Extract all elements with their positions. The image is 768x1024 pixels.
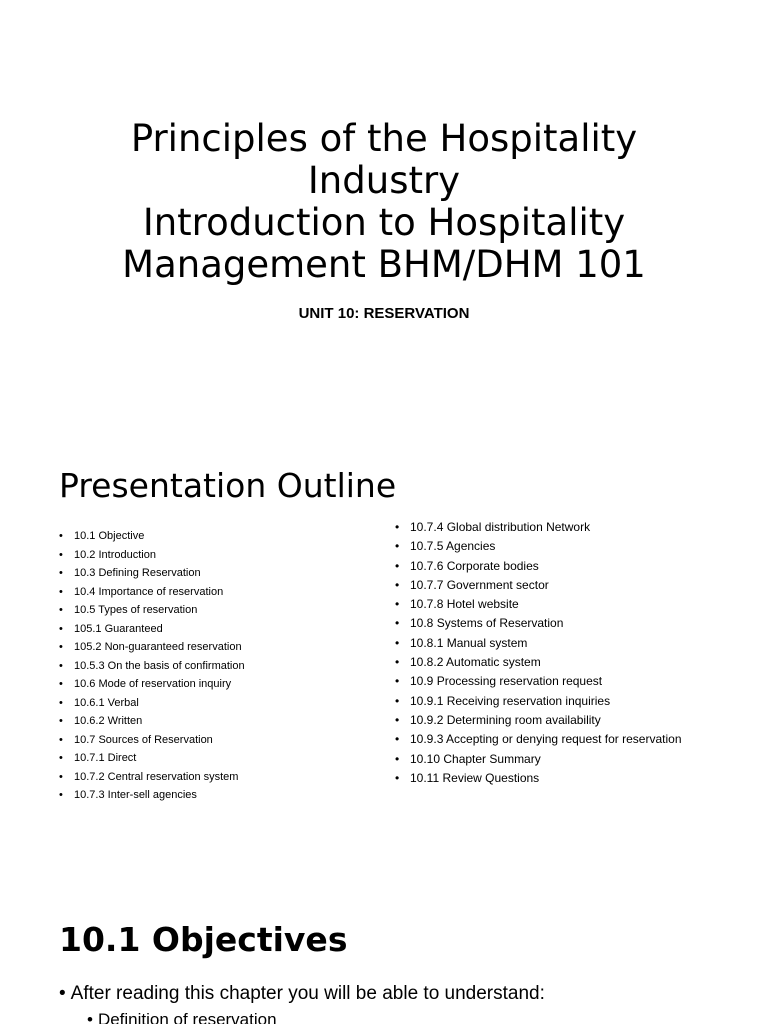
outline-item: • 10.9.1 Receiving reservation inquiries	[410, 692, 682, 711]
outline-item: • 10.8 Systems of Reservation	[410, 614, 682, 633]
outline-left-column	[74, 527, 245, 805]
outline-item: • 10.10 Chapter Summary	[410, 750, 682, 769]
outline-item: • 10.7 Sources of Reservation	[74, 731, 245, 750]
outline-slide	[0, 440, 768, 880]
outline-item: • 10.8.1 Manual system	[410, 634, 682, 653]
title-line: Management BHM/DHM 101	[122, 243, 646, 286]
outline-item: • 10.7.8 Hotel website	[410, 595, 682, 614]
slide-subtitle: UNIT 10: RESERVATION	[298, 305, 470, 322]
outline-item: • 10.4 Importance of reservation	[74, 583, 245, 602]
title-line: Introduction to Hospitality	[142, 201, 626, 244]
title-slide	[0, 0, 768, 440]
outline-item: • 105.1 Guaranteed	[74, 620, 245, 639]
objective-sub-bullet	[87, 1006, 545, 1024]
objective-bullet-text: After reading this chapter you will be able to understand:	[70, 983, 545, 1004]
title-line: Industry	[307, 159, 461, 202]
bullet-marker: •	[87, 1010, 93, 1024]
outline-item: • 10.7.3 Inter-sell agencies	[74, 786, 245, 805]
outline-item: • 10.3 Defining Reservation	[74, 564, 245, 583]
outline-item: • 10.6.1 Verbal	[74, 694, 245, 713]
objectives-list	[59, 982, 545, 1024]
outline-item: • 10.9.2 Determining room availability	[410, 711, 682, 730]
objective-sub-bullet-text: Definition of reservation	[97, 1010, 277, 1024]
outline-item: • 10.5 Types of reservation	[74, 601, 245, 620]
outline-item: • 10.9 Processing reservation request	[410, 672, 682, 691]
bullet-marker: •	[59, 983, 66, 1004]
outline-item: • 10.7.7 Government sector	[410, 576, 682, 595]
objectives-sub-list	[59, 1006, 545, 1024]
outline-item: • 10.7.2 Central reservation system	[74, 768, 245, 787]
outline-item: • 105.2 Non-guaranteed reservation	[74, 638, 245, 657]
objective-bullet	[59, 982, 545, 1024]
outline-item: • 10.2 Introduction	[74, 546, 245, 565]
outline-item: • 10.1 Objective	[74, 527, 245, 546]
outline-item: • 10.6 Mode of reservation inquiry	[74, 675, 245, 694]
outline-item: • 10.7.5 Agencies	[410, 537, 682, 556]
outline-item: • 10.11 Review Questions	[410, 769, 682, 788]
outline-item: • 10.8.2 Automatic system	[410, 653, 682, 672]
outline-item: • 10.9.3 Accepting or denying request for reservation	[410, 730, 682, 749]
outline-item: • 10.5.3 On the basis of confirmation	[74, 657, 245, 676]
outline-item: • 10.7.1 Direct	[74, 749, 245, 768]
outline-heading: Presentation Outline	[59, 466, 397, 505]
outline-item: • 10.7.4 Global distribution Network	[410, 518, 682, 537]
objectives-slide	[0, 880, 768, 1024]
outline-item: • 10.6.2 Written	[74, 712, 245, 731]
outline-right-column	[410, 518, 682, 788]
title-line: Principles of the Hospitality	[130, 117, 638, 160]
objectives-heading: 10.1 Objectives	[59, 920, 348, 959]
outline-item: • 10.7.6 Corporate bodies	[410, 557, 682, 576]
slide-title	[40, 118, 728, 286]
